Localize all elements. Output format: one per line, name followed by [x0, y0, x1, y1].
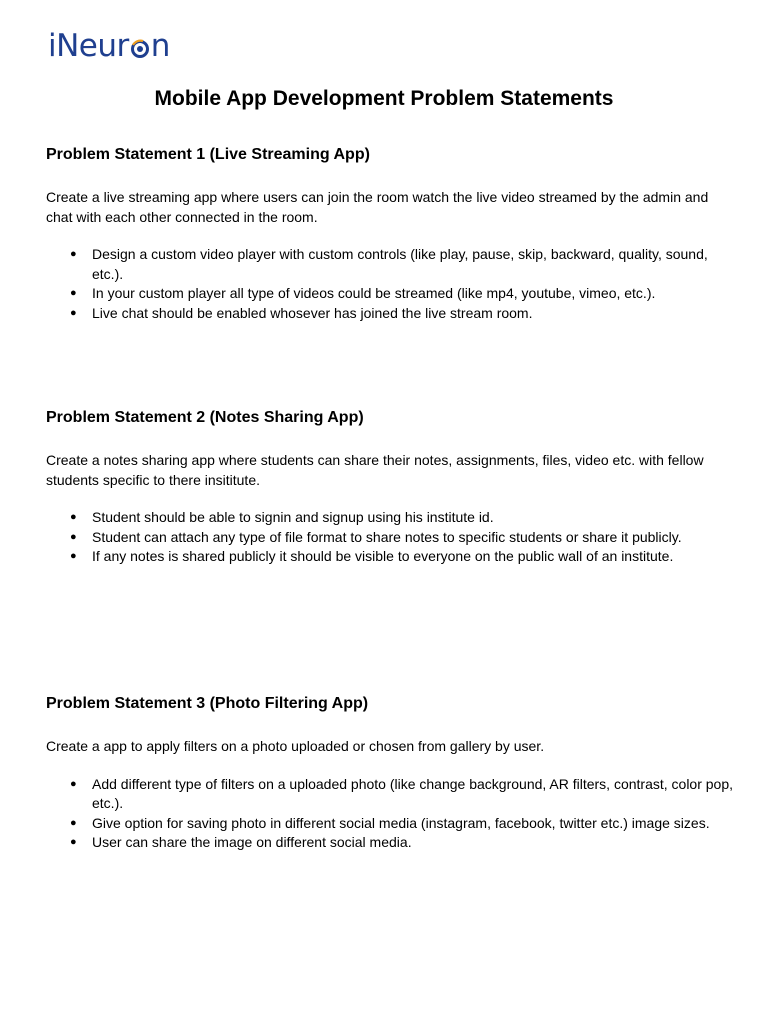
bullet-icon: ● [70, 287, 77, 299]
bullet-list [46, 775, 736, 853]
section-intro: Create a app to apply filters on a photo uploaded or chosen from gallery by user. [46, 738, 545, 754]
section-heading: Problem Statement 3 (Photo Filtering App) [46, 695, 369, 712]
list-item [46, 833, 736, 853]
bullet-icon: ● [70, 816, 77, 829]
list-item [46, 814, 736, 834]
list-item [46, 304, 736, 324]
bullet-icon: ● [70, 777, 77, 790]
bullet-icon: ● [70, 836, 77, 848]
logo-text-end: n [150, 28, 170, 64]
list-item-text: Live chat should be enabled whosever has joined the live stream room. [92, 304, 533, 321]
bullet-list [46, 245, 736, 323]
list-item-text: Design a custom video player with custom controls (like play, pause, skip, backward, quality, sound, etc.). [92, 246, 708, 282]
section-intro: Create a notes sharing app where students can share their notes, assignments, files, video etc. with fellow students specific to there insititute. [46, 452, 704, 488]
problem-statement-1 [46, 145, 736, 323]
list-item-text: Give option for saving photo in different social media (instagram, facebook, twitter etc.) image sizes. [92, 814, 710, 831]
ineuron-logo [48, 26, 170, 66]
list-item [46, 284, 736, 304]
bullet-icon: ● [70, 530, 77, 543]
section-heading: Problem Statement 1 (Live Streaming App) [46, 146, 370, 163]
logo-text-start: iNeur [48, 28, 129, 64]
problem-statement-2 [46, 408, 736, 567]
bullet-icon: ● [70, 550, 77, 562]
list-item-text: If any notes is shared publicly it should be visible to everyone on the public wall of an institute. [92, 548, 674, 564]
list-item [46, 245, 736, 284]
list-item [46, 508, 736, 528]
bullet-list [46, 508, 736, 567]
list-item [46, 547, 736, 567]
logo-o-ring-icon [130, 39, 150, 59]
list-item-text: In your custom player all type of videos could be streamed (like mp4, youtube, vimeo, etc.). [92, 285, 656, 301]
section-intro: Create a live streaming app where users can join the room watch the live video streamed by the admin and chat with each other connected in the room. [46, 189, 709, 225]
list-item-text: Student can attach any type of file format to share notes to specific students or share it publicly. [92, 528, 682, 545]
list-item [46, 528, 736, 548]
document-title: Mobile App Development Problem Statements [154, 87, 614, 110]
problem-statement-3 [46, 694, 736, 853]
section-heading: Problem Statement 2 (Notes Sharing App) [46, 409, 364, 426]
list-item-text: User can share the image on different social media. [92, 834, 412, 850]
list-item [46, 775, 736, 814]
bullet-icon: ● [70, 248, 77, 260]
list-item-text: Student should be able to signin and signup using his institute id. [92, 509, 494, 525]
list-item-text: Add different type of filters on a uploaded photo (like change background, AR filters, contrast, color pop, etc.). [92, 775, 734, 811]
bullet-icon: ● [70, 306, 77, 319]
bullet-icon: ● [70, 511, 77, 523]
